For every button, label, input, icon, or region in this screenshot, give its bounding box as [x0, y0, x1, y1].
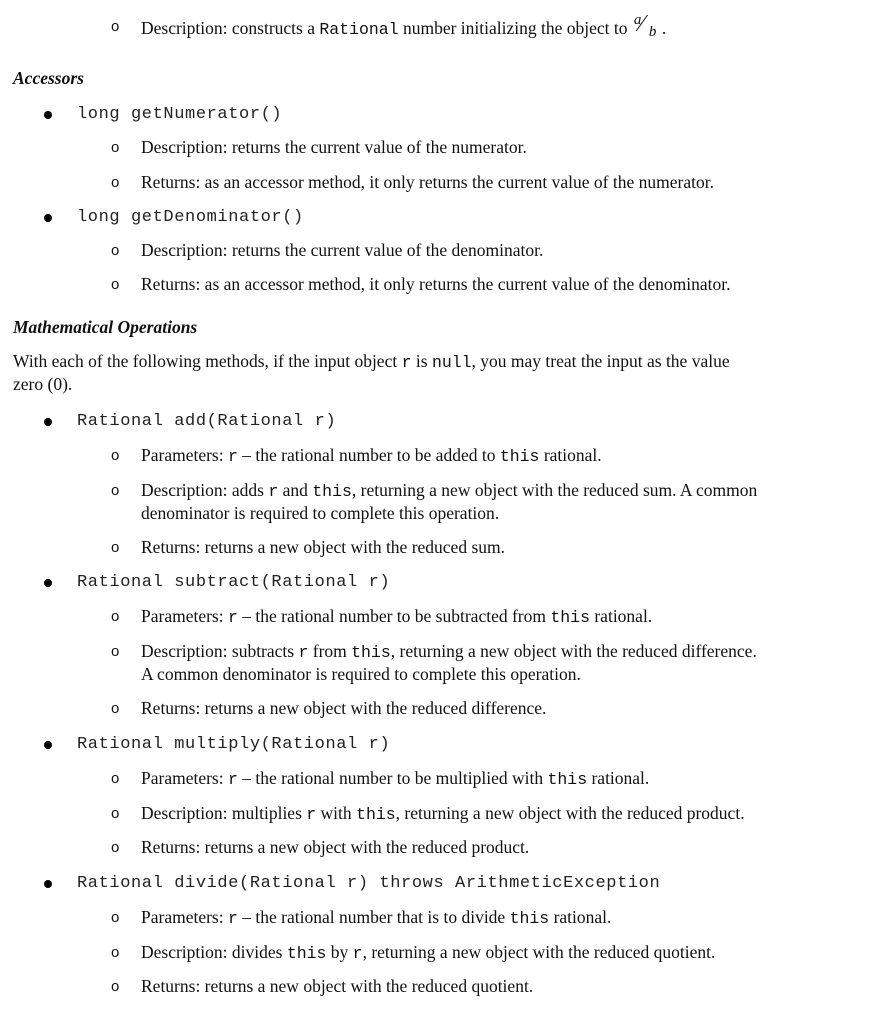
add-description: Description: adds r and this, returning a new object with the reduced sum. A common: [141, 480, 758, 501]
method-signature-get-denominator: long getDenominator(): [77, 208, 304, 227]
subtract-returns: Returns: returns a new object with the reduced difference.: [141, 698, 547, 718]
subtract-parameters: Parameters: r – the rational number to be subtracted from this rational.: [141, 606, 653, 627]
sub-bullet: o: [111, 139, 120, 156]
add-parameters: Parameters: r – the rational number to be added to this rational.: [141, 445, 602, 466]
sub-bullet: o: [111, 944, 120, 961]
sub-bullet: o: [111, 805, 120, 822]
sub-bullet: o: [111, 770, 120, 787]
add-description-line2: denominator is required to complete this operation.: [141, 503, 500, 523]
sub-bullet: o: [111, 276, 120, 293]
math-intro-line2: zero (0).: [13, 374, 73, 394]
bullet: [44, 741, 52, 749]
method-signature-subtract: Rational subtract(Rational r): [77, 573, 391, 592]
bullet: [44, 418, 52, 426]
multiply-returns: Returns: returns a new object with the reduced product.: [141, 837, 530, 857]
subtract-description-line2: A common denominator is required to complete this operation.: [141, 664, 581, 684]
sub-bullet: o: [111, 242, 120, 259]
add-returns: Returns: returns a new object with the reduced sum.: [141, 537, 505, 557]
multiply-parameters: Parameters: r – the rational number to be multiplied with this rational.: [141, 768, 650, 789]
method-signature-get-numerator: long getNumerator(): [77, 105, 283, 124]
sub-bullet: o: [111, 839, 120, 856]
bullet: [44, 579, 52, 587]
sub-bullet: o: [111, 539, 120, 556]
sub-bullet: o: [111, 909, 120, 926]
divide-description: Description: divides this by r, returning a new object with the reduced quotient.: [141, 942, 716, 963]
method-signature-divide: Rational divide(Rational r) throws ArithmeticException: [77, 874, 661, 893]
sub-bullet: o: [111, 700, 120, 717]
fraction-a-over-b: a ⁄ b: [633, 11, 657, 40]
divide-returns: Returns: returns a new object with the reduced quotient.: [141, 976, 534, 996]
accessors-heading: Accessors: [13, 68, 84, 88]
math-operations-heading: Mathematical Operations: [13, 317, 198, 337]
get-denominator-returns: Returns: as an accessor method, it only returns the current value of the denominator.: [141, 274, 731, 294]
get-numerator-returns: Returns: as an accessor method, it only returns the current value of the numerator.: [141, 172, 714, 192]
divide-parameters: Parameters: r – the rational number that is to divide this rational.: [141, 907, 612, 928]
bullet: [44, 214, 52, 222]
method-signature-add: Rational add(Rational r): [77, 412, 337, 431]
method-signature-multiply: Rational multiply(Rational r): [77, 735, 391, 754]
bullet: [44, 880, 52, 888]
sub-bullet: o: [111, 447, 120, 464]
sub-bullet: o: [111, 978, 120, 995]
math-intro-paragraph: With each of the following methods, if the input object r is null, you may treat the input as the value: [13, 351, 730, 372]
get-numerator-description: Description: returns the current value of the numerator.: [141, 137, 527, 157]
sub-bullet: o: [111, 174, 120, 191]
sub-bullet: o: [111, 608, 120, 625]
get-denominator-description: Description: returns the current value of the denominator.: [141, 240, 544, 260]
sub-bullet: o: [111, 643, 120, 660]
sub-bullet: o: [111, 482, 120, 499]
subtract-description: Description: subtracts r from this, returning a new object with the reduced difference.: [141, 641, 757, 662]
multiply-description: Description: multiplies r with this, returning a new object with the reduced product.: [141, 803, 745, 824]
bullet: [44, 111, 52, 119]
constructor-description: Description: constructs a Rational number initializing the object to a ⁄ b .: [141, 11, 667, 40]
sub-bullet: o: [111, 18, 120, 35]
